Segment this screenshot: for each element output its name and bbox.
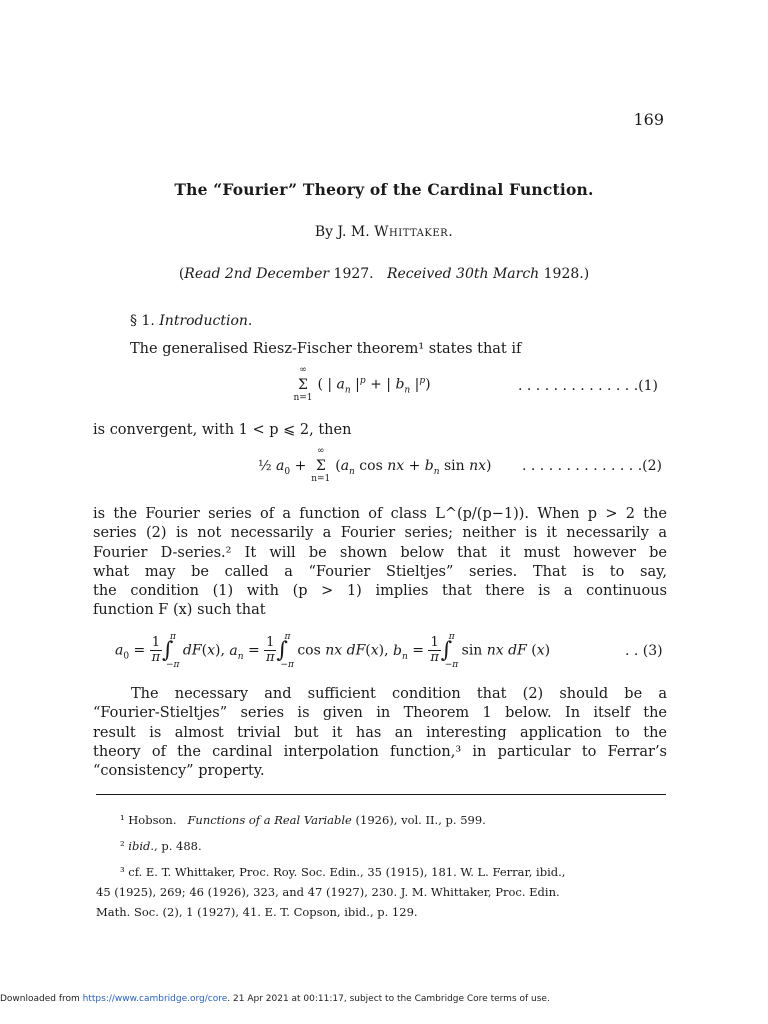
section-number: § 1.	[130, 313, 155, 329]
equation-3-label: . . (3)	[625, 643, 663, 659]
read-received-line	[0, 266, 768, 282]
cambridge-core-link[interactable]: https://www.cambridge.org/core	[82, 994, 228, 1004]
para2-line: Fourier D-series.² It will be shown below that it must however be	[93, 544, 667, 561]
fn1-mark: ¹	[120, 813, 125, 827]
paragraph-3	[93, 685, 667, 781]
read-year: 1927.	[333, 266, 374, 282]
fn1-author: Hobson.	[128, 813, 177, 827]
read-date: 2nd December	[224, 266, 330, 282]
fn3-line: ³ cf. E. T. Whittaker, Proc. Roy. Soc. Edin., 35 (1915), 181. W. L. Ferrar, ibid.,	[120, 865, 566, 879]
para2-line: series (2) is not necessarily a Fourier series; neither is it necessarily a	[93, 525, 667, 542]
fn2-rest: , p. 488.	[154, 839, 202, 853]
equation-2-label: . . . . . . . . . . . . . .(2)	[522, 458, 662, 474]
fn2-mark: ²	[120, 839, 125, 853]
equation-1-label: . . . . . . . . . . . . . .(1)	[518, 378, 658, 394]
footnote-1	[120, 810, 486, 830]
paren-open: (	[178, 266, 185, 282]
sum-symbol: ∞ Σ n=1	[311, 446, 331, 484]
download-notice	[0, 994, 550, 1004]
para3-line: theory of the cardinal interpolation function,³ in particular to Ferrar’s	[93, 743, 667, 760]
fn1-rest: (1926), vol. II., p. 599.	[355, 813, 486, 827]
received-label: Received	[386, 266, 452, 282]
article-title: The “Fourier” Theory of the Cardinal Function.	[174, 180, 594, 199]
convergent-line: is convergent, with 1 < p ⩽ 2, then	[93, 422, 352, 438]
para2-line: is the Fourier series of a function of class L^(p/(p−1)). When p > 2 the	[93, 506, 667, 522]
received-date: 30th March	[456, 266, 540, 282]
fn3-line: Math. Soc. (2), 1 (1927), 41. E. T. Copson, ibid., p. 129.	[96, 905, 418, 919]
para3-line: The necessary and sufficient condition that (2) should be a	[131, 686, 667, 702]
sum-symbol: ∞ Σ n=1	[293, 364, 313, 403]
para3-line: “consistency” property.	[93, 763, 265, 780]
equation-3: $a_0$ = $\frac{1}{\pi}$ ∫ π −π dF(x), $a_n$ = $\frac{1}{\pi}$ ∫ π −π cos nx dF(x), $b_n$ = $\frac{1}{\pi}$ ∫ π −π sin nx dF (x)	[115, 632, 551, 670]
section-heading	[130, 313, 252, 329]
download-prefix: Downloaded from	[0, 994, 83, 1004]
received-year: 1928.)	[543, 266, 590, 282]
para2-line: the condition (1) with (p > 1) implies that there is a continuous	[93, 583, 667, 600]
para2-line: function F (x) such that	[93, 602, 266, 619]
para2-line: what may be called a “Fourier Stieltjes” series. That is to say,	[93, 563, 667, 580]
author-prefix: By J. M.	[314, 224, 370, 240]
footnote-rule	[96, 794, 666, 795]
intro-line: The generalised Riesz-Fischer theorem¹ states that if	[130, 341, 522, 357]
equation-2: ½ $a_0$ + ∞ Σ n=1 ($a_n$ cos nx + $b_n$ sin nx)	[258, 446, 492, 484]
fn2-work: ibid.	[128, 839, 155, 853]
para3-line: result is almost trivial but it has an interesting application to the	[93, 724, 667, 741]
page-number: 169	[633, 110, 664, 129]
fn3-line: 45 (1925), 269; 46 (1926), 323, and 47 (1927), 230. J. M. Whittaker, Proc. Edin.	[96, 885, 560, 899]
footnote-2	[120, 836, 202, 856]
equation-1: ∞ Σ n=1 ( | $a_n$ $|^p$ + | $b_n$ $|^p$)	[293, 364, 431, 403]
author-line	[0, 224, 768, 240]
fn1-work: Functions of a Real Variable	[187, 813, 352, 827]
paragraph-2	[93, 505, 667, 621]
para3-line: “Fourier-Stieltjes” series is given in Theorem 1 below. In itself the	[93, 705, 667, 722]
footnote-3	[96, 862, 668, 922]
read-label: Read	[184, 266, 221, 282]
author-name: Whittaker.	[374, 224, 454, 240]
download-suffix: . 21 Apr 2021 at 00:11:17, subject to the Cambridge Core terms of use.	[227, 994, 550, 1004]
section-title: Introduction.	[159, 313, 253, 329]
